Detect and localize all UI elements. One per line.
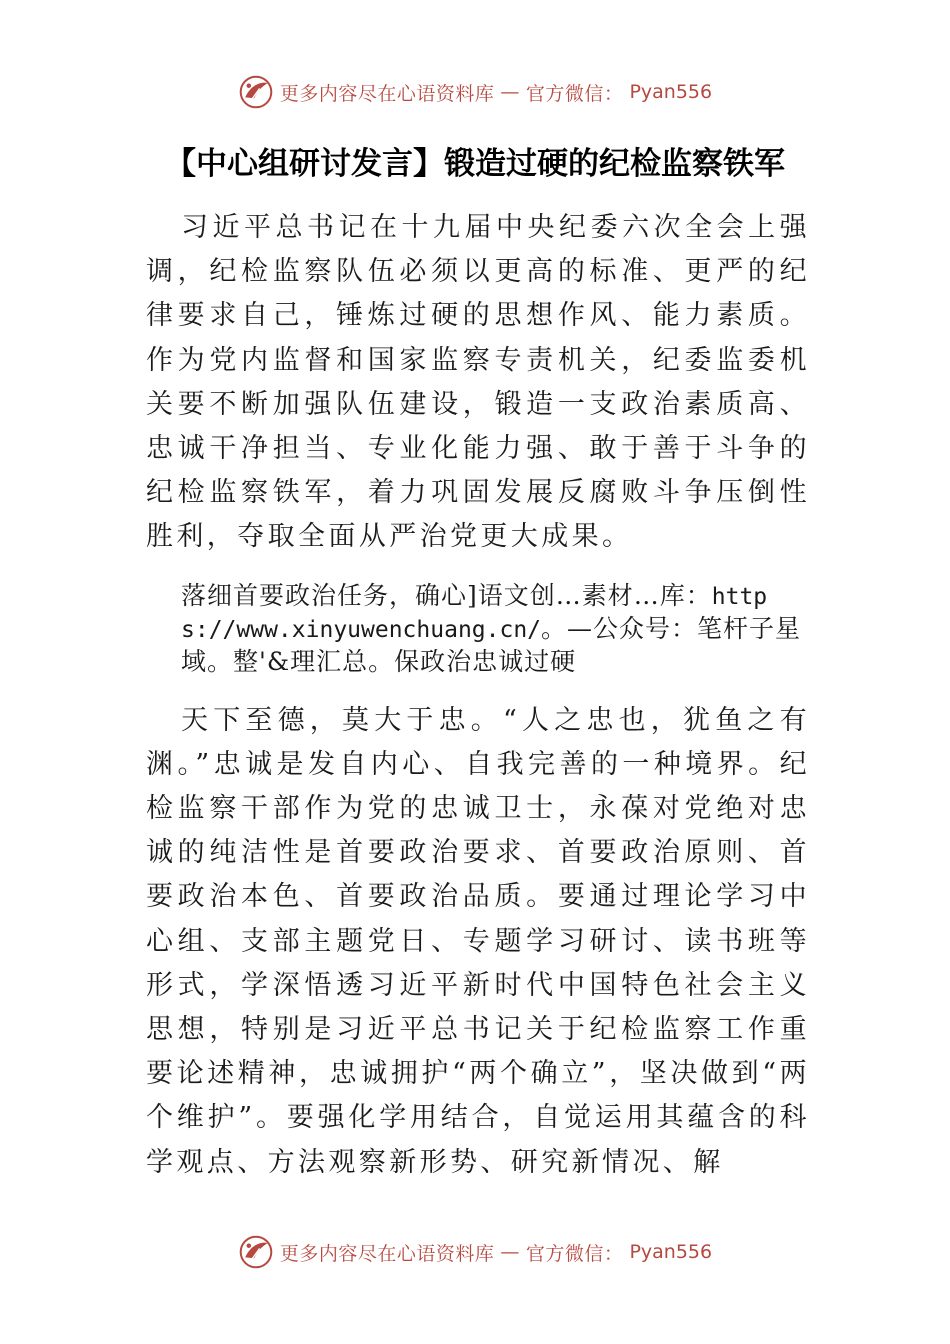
footer-watermark-banner xyxy=(0,1230,950,1274)
banner-brand-text: 更多内容尽在心语资料库 xyxy=(279,82,495,105)
brand-logo-icon xyxy=(238,74,274,110)
section-subheading xyxy=(181,580,810,677)
banner-separator: — xyxy=(500,81,520,103)
subheading-suffix: 。—公众号：笔杆子星域。整'&理汇总。保政治忠诚过硬 xyxy=(181,613,802,676)
banner-brand-text: 更多内容尽在心语资料库 xyxy=(279,1242,495,1265)
document-body xyxy=(146,206,810,1185)
banner-wechat-label: 官方微信： xyxy=(525,1242,624,1265)
banner-wechat-label: 官方微信： xyxy=(525,82,624,105)
subheading-url-link[interactable]: https://www.xinyuwenchuang.cn/ xyxy=(181,583,768,643)
brand-logo-icon xyxy=(238,1234,274,1270)
paragraph-intro: 习近平总书记在十九届中央纪委六次全会上强调，纪检监察队伍必须以更高的标准、更严的纪律要求自己，锤炼过硬的思想作风、能力素质。作为党内监督和国家监察专责机关，纪委监委机关要不断加强队伍建设，锻造一支政治素质高、忠诚干净担当、专业化能力强、敢于善于斗争的纪检监察铁军，着力巩固发展反腐败斗争压倒性胜利，夺取全面从严治党更大成果。 xyxy=(146,212,810,553)
subheading-prefix: 落细首要政治任务，确心]语文创…素材…库： xyxy=(181,580,712,610)
banner-wechat-id: Pyan556 xyxy=(629,1241,713,1263)
header-watermark-banner xyxy=(0,70,950,114)
paragraph-loyalty: 天下至德，莫大于忠。“人之忠也，犹鱼之有渊。”忠诚是发自内心、自我完善的一种境界。纪检监察干部作为党的忠诚卫士，永葆对党绝对忠诚的纯洁性是首要政治要求、首要政治原则、首要政治本色、首要政治品质。要通过理论学习中心组、支部主题党日、专题学习研讨、读书班等形式，学深悟透习近平新时代中国特色社会主义思想，特别是习近平总书记关于纪检监察工作重要论述精神，忠诚拥护“两个确立”，坚决做到“两个维护”。要强化学用结合，自觉运用其蕴含的科学观点、方法观察新形势、研究新情况、解 xyxy=(146,704,810,1178)
banner-separator: — xyxy=(500,1241,520,1263)
document-title: 【中心组研讨发言】锻造过硬的纪检监察铁军 xyxy=(165,146,785,182)
banner-wechat-id: Pyan556 xyxy=(629,81,713,103)
